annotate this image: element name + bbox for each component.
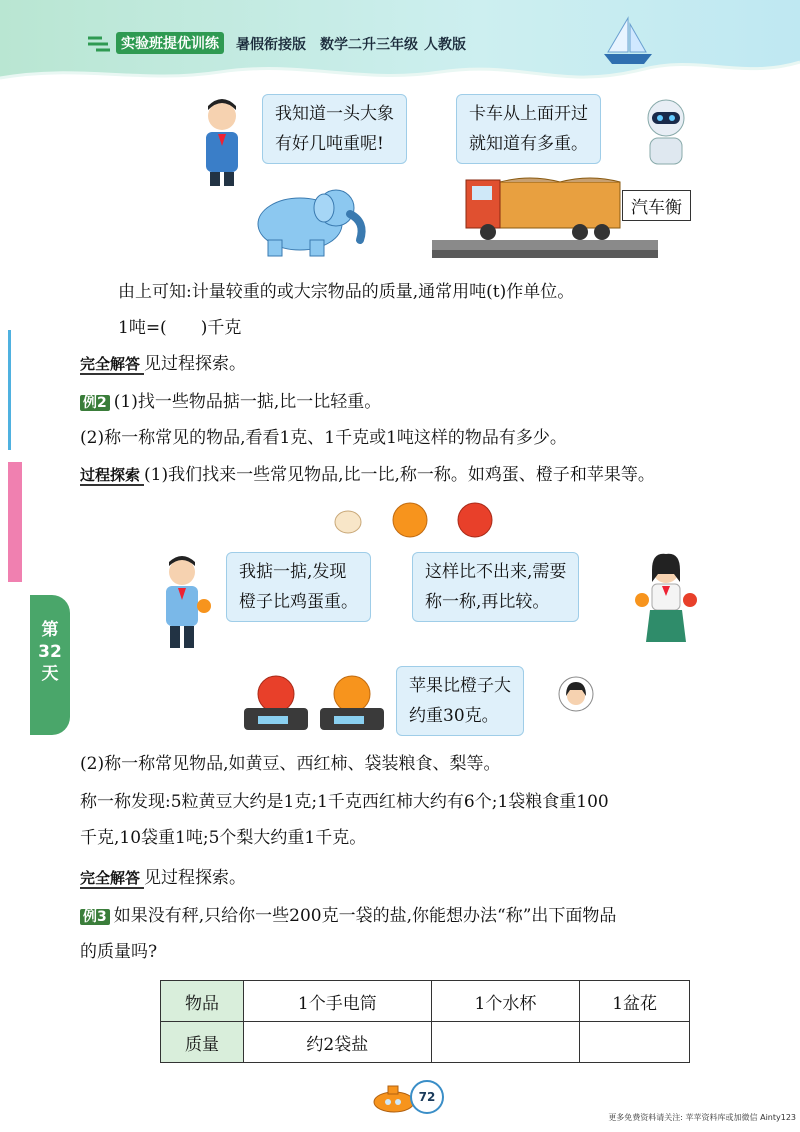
table-row bbox=[161, 981, 690, 1022]
example2-q2: (2)称一称常见的物品,看看1克、1千克或1吨这样的物品有多少。 bbox=[80, 428, 567, 448]
bubble-line: 卡车从上面开过 bbox=[469, 104, 588, 124]
series-title: 实验班提优训练 bbox=[116, 32, 224, 54]
process-tag: 过程探索 bbox=[80, 466, 144, 486]
publisher-label: 人教版 bbox=[424, 37, 466, 53]
bubble-line: 我知道一头大象 bbox=[275, 104, 394, 124]
margin-rule bbox=[8, 330, 11, 450]
example3-line1 bbox=[80, 904, 616, 929]
elephant-icon bbox=[240, 178, 370, 258]
robot-speech-bubble bbox=[456, 94, 601, 164]
table-row bbox=[161, 1022, 690, 1063]
side-tab-line: 32 bbox=[38, 642, 62, 662]
side-tab-line: 天 bbox=[41, 664, 59, 684]
edition-label: 暑假衔接版 bbox=[236, 37, 306, 53]
bubble-line: 约重30克。 bbox=[409, 706, 499, 726]
girl-compare-bubble bbox=[412, 552, 579, 622]
table-cell: 约2袋盐 bbox=[244, 1022, 432, 1063]
example2-q1 bbox=[80, 390, 381, 415]
robot-character-icon bbox=[636, 96, 696, 168]
boy-holding-fruit-icon bbox=[150, 554, 214, 650]
table-cell bbox=[580, 1022, 690, 1063]
page-number: 72 bbox=[410, 1080, 444, 1114]
part2-line1: (2)称一称常见物品,如黄豆、西红柿、袋装粮食、梨等。 bbox=[80, 754, 501, 774]
footer-note: 更多免费资料请关注: 苹苹资料库或加微信 Ainty123 bbox=[608, 1113, 796, 1122]
egg-orange-apple-icons bbox=[330, 498, 500, 540]
table-cell bbox=[431, 1022, 580, 1063]
bubble-line: 橙子比鸡蛋重。 bbox=[239, 592, 358, 612]
process-text: (1)我们找来一些常见物品,比一比,称一称。如鸡蛋、橙子和苹果等。 bbox=[144, 465, 655, 485]
bubble-line: 这样比不出来,需要 bbox=[425, 562, 567, 582]
example3-line1-text: 如果没有秤,只给你一些200克一袋的盐,你能想办法“称”出下面物品 bbox=[113, 906, 617, 926]
bubble-line: 称一称,再比较。 bbox=[425, 592, 550, 612]
example-badge: 例3 bbox=[80, 909, 110, 925]
mass-table bbox=[160, 980, 690, 1063]
bubble-line: 我掂一掂,发现 bbox=[239, 562, 347, 582]
table-cell: 1个水杯 bbox=[431, 981, 580, 1022]
answer-text: 见过程探索。 bbox=[144, 868, 247, 888]
subject-label: 数学二升三年级 bbox=[320, 37, 418, 53]
answer-line-1 bbox=[80, 352, 246, 376]
truck-scale-label-text: 汽车衡 bbox=[631, 198, 682, 218]
side-tab-line: 第 bbox=[41, 620, 59, 640]
bubble-line: 就知道有多重。 bbox=[469, 134, 588, 154]
answer-line-2 bbox=[80, 866, 246, 890]
sailboat-icon bbox=[598, 14, 658, 70]
bubble-line: 苹果比橙子大 bbox=[409, 676, 511, 696]
example-badge: 例2 bbox=[80, 395, 110, 411]
table-cell: 1盆花 bbox=[580, 981, 690, 1022]
answer-tag: 完全解答 bbox=[80, 355, 144, 375]
boy-compare-bubble bbox=[226, 552, 371, 622]
apple-weight-bubble bbox=[396, 666, 524, 736]
answer-tag: 完全解答 bbox=[80, 869, 144, 889]
example2-q1-text: (1)找一些物品掂一掂,比一比轻重。 bbox=[113, 392, 382, 412]
boy-character-icon bbox=[188, 96, 256, 188]
boy-speech-bubble bbox=[262, 94, 407, 164]
day-side-tab bbox=[30, 595, 70, 735]
bubble-line: 有好几吨重呢! bbox=[275, 134, 384, 154]
truck-scale-label bbox=[622, 190, 691, 221]
header-logo-icon bbox=[86, 34, 112, 52]
example3-line2: 的质量吗? bbox=[80, 942, 158, 962]
part2-line3: 千克,10袋重1吨;5个梨大约重1千克。 bbox=[80, 828, 367, 848]
conclusion-text: 由上可知:计量较重的或大宗物品的质量,通常用吨(t)作单位。 bbox=[118, 282, 575, 302]
table-cell: 物品 bbox=[161, 981, 244, 1022]
table-cell: 质量 bbox=[161, 1022, 244, 1063]
ton-equation: 1吨=( )千克 bbox=[118, 318, 242, 338]
table-cell: 1个手电筒 bbox=[244, 981, 432, 1022]
margin-rule-pink bbox=[8, 462, 22, 582]
girl-holding-fruit-icon bbox=[634, 552, 698, 650]
answer-text: 见过程探索。 bbox=[144, 354, 247, 374]
scales-with-fruit-icon bbox=[240, 668, 390, 734]
girl-avatar-icon bbox=[558, 676, 594, 712]
part2-line2: 称一称发现:5粒黄豆大约是1克;1千克西红柿大约有6个;1袋粮食重100 bbox=[80, 792, 609, 812]
process-line bbox=[80, 463, 655, 487]
